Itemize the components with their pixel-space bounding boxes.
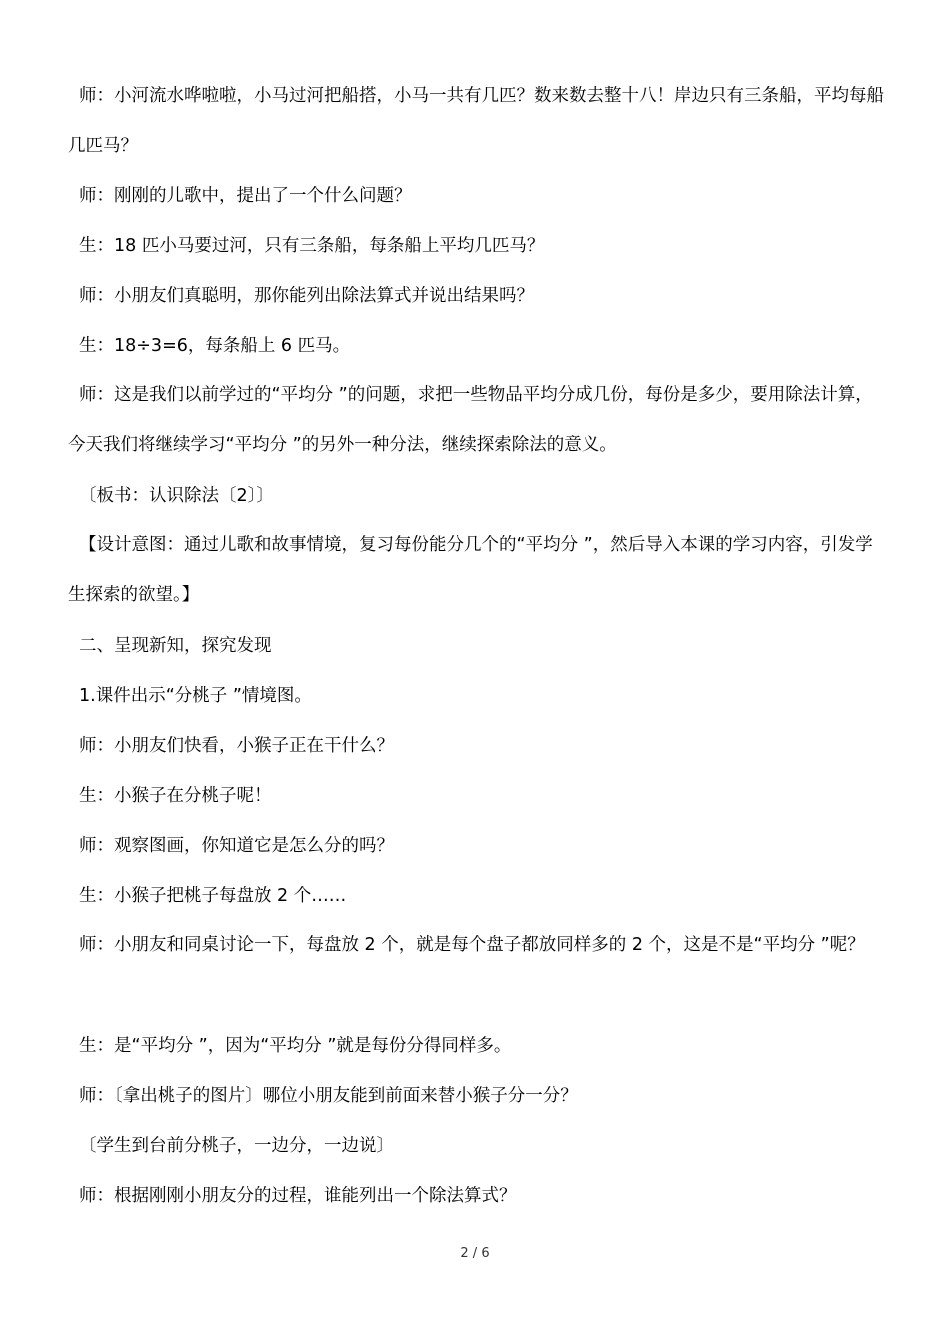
paragraph-teacher-division: 师：小朋友们真聪明，那你能列出除法算式并说出结果吗？: [79, 286, 534, 306]
paragraph-student-two: 生：小猴子把桃子每盘放 2 个……: [79, 886, 347, 906]
paragraph-student-action: 〔学生到台前分桃子，一边分，一边说〕: [79, 1136, 394, 1156]
paragraph-teacher-formula: 师：根据刚刚小朋友分的过程，谁能列出一个除法算式？: [79, 1186, 517, 1206]
paragraph-student-yes: 生：是“平均分 ”，因为“平均分 ”就是每份分得同样多。: [79, 1036, 512, 1056]
paragraph-poem: 师：小河流水哗啦啦，小马过河把船搭，小马一共有几匹？数来数去整十八！岸边只有三条船，平均每船几匹马？: [68, 86, 884, 156]
paragraph-step-1: 1.课件出示“分桃子 ”情境图。: [79, 686, 312, 706]
paragraph-teacher-question: 师：刚刚的儿歌中，提出了一个什么问题？: [79, 186, 412, 206]
paragraph-student-formula: 生：18÷3=6，每条船上 6 匹马。: [79, 336, 351, 356]
paragraph-teacher-intro: 师：这是我们以前学过的“平均分 ”的问题，求把一些物品平均分成几份，每份是多少，要用除法计算，今天我们将继续学习“平均分 ”的另外一种分法，继续探索除法的意义。: [68, 385, 873, 455]
paragraph-board-title: 〔板书：认识除法〔2〕〕: [79, 486, 274, 506]
page-number: 2 / 6: [460, 1246, 490, 1261]
paragraph-teacher-observe: 师：观察图画，你知道它是怎么分的吗？: [79, 836, 394, 856]
section-heading: 二、呈现新知，探究发现: [79, 636, 272, 656]
paragraph-teacher-picture: 师：〔拿出桃子的图片〕哪位小朋友能到前面来替小猴子分一分？: [79, 1086, 578, 1106]
paragraph-student-answer-problem: 生：18 匹小马要过河，只有三条船，每条船上平均几匹马？: [79, 236, 545, 256]
paragraph-teacher-discuss: 师：小朋友和同桌讨论一下，每盘放 2 个，就是每个盘子都放同样多的 2 个，这是不是“平均分 ”呢？: [79, 935, 865, 955]
paragraph-teacher-look: 师：小朋友们快看，小猴子正在干什么？: [79, 736, 394, 756]
paragraph-design-intent: 【设计意图：通过儿歌和故事情境，复习每份能分几个的“平均分 ”，然后导入本课的学习内容，引发学生探索的欲望。】: [68, 535, 873, 605]
paragraph-student-monkey: 生：小猴子在分桃子呢！: [79, 786, 272, 806]
